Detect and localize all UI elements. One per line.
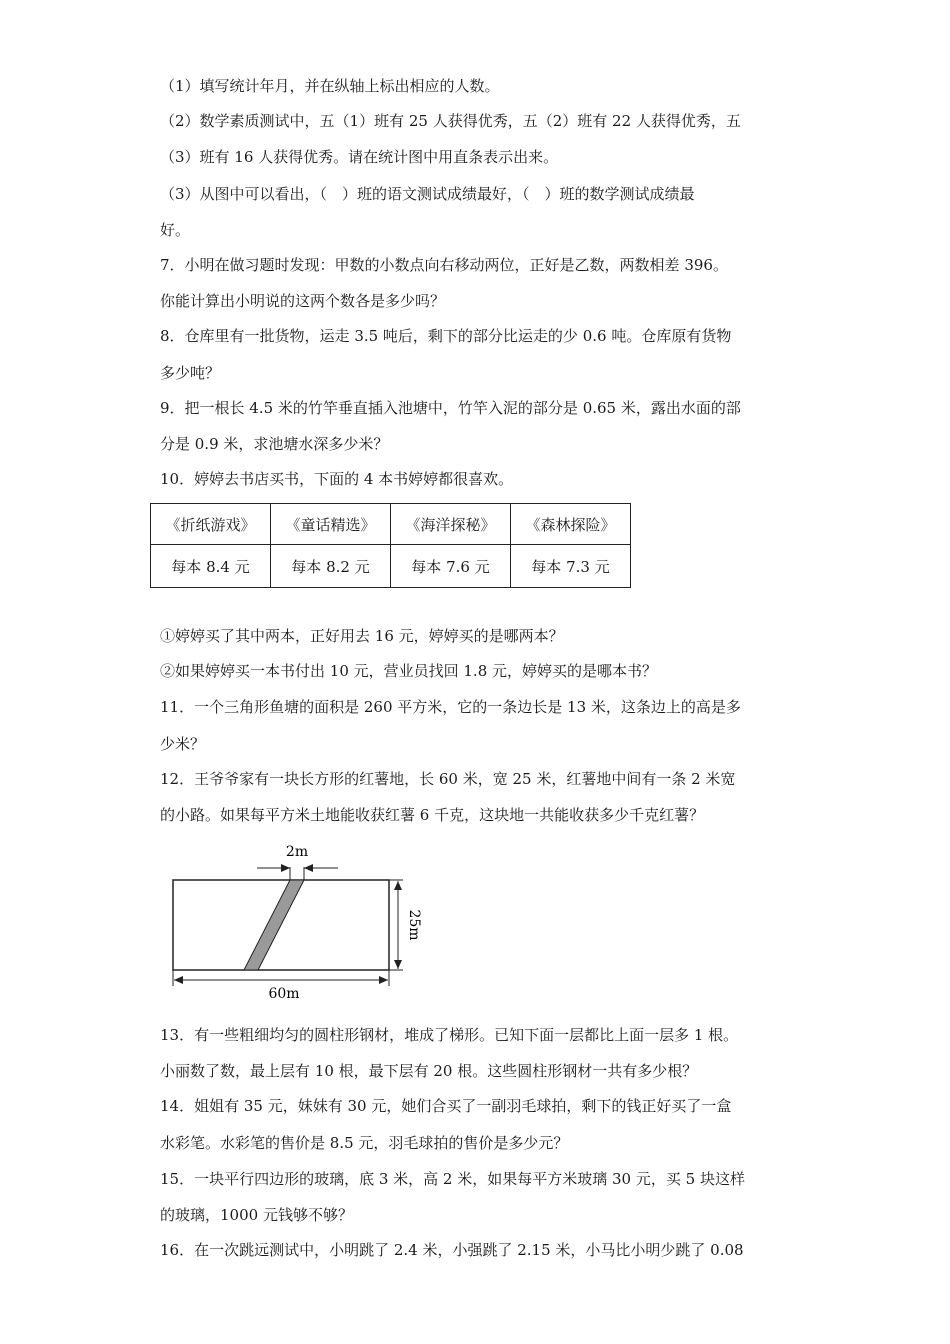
text-line: ②如果婷婷买一本书付出 10 元，营业员找回 1.8 元，婷婷买的是哪本书？ bbox=[160, 662, 658, 680]
arrow-down-icon bbox=[394, 960, 402, 969]
path-width-label: 2m bbox=[285, 844, 309, 860]
text-line: 你能计算出小明说的这两个数各是多少吗？ bbox=[160, 292, 446, 310]
question-9: 9．把一根长 4.5 米的竹竿垂直插入池塘中，竹竿入泥的部分是 0.65 米，露出水面的部 bbox=[160, 399, 741, 417]
question-10: 10．婷婷去书店买书，下面的 4 本书婷婷都很喜欢。 bbox=[160, 470, 514, 488]
question-11: 11．一个三角形鱼塘的面积是 260 平方米，它的一条边长是 13 米，这条边上的高是多 bbox=[160, 698, 741, 716]
book-title-cell: 《折纸游戏》 bbox=[151, 504, 271, 545]
text-line: 的小路。如果每平方米土地能收获红薯 6 千克，这块地一共能收获多少千克红薯？ bbox=[160, 806, 705, 824]
text-line: ①婷婷买了其中两本，正好用去 16 元，婷婷买的是哪两本？ bbox=[160, 627, 564, 645]
text-line: 好。 bbox=[160, 221, 191, 239]
arrow-left-icon bbox=[174, 976, 183, 984]
text-line: 分是 0.9 米，求池塘水深多少米？ bbox=[160, 435, 389, 453]
text-line: （3）班有 16 人获得优秀。请在统计图中用直条表示出来。 bbox=[160, 148, 559, 166]
arrow-right-icon bbox=[281, 864, 290, 872]
question-15: 15．一块平行四边形的玻璃，底 3 米，高 2 米，如果每平方米玻璃 30 元，买 5 块这样 bbox=[160, 1170, 745, 1188]
height-label: 25m bbox=[406, 909, 422, 941]
table-row bbox=[151, 545, 631, 588]
text-line: （1）填写统计年月，并在纵轴上标出相应的人数。 bbox=[160, 77, 500, 95]
arrow-left-icon bbox=[304, 864, 313, 872]
book-price-cell: 每本 8.4 元 bbox=[151, 545, 271, 588]
question-14: 14．姐姐有 35 元，妹妹有 30 元，她们合买了一副羽毛球拍，剩下的钱正好买了一盒 bbox=[160, 1097, 732, 1115]
book-title-cell: 《森林探险》 bbox=[511, 504, 631, 545]
book-title-cell: 《童话精选》 bbox=[271, 504, 391, 545]
length-label: 60m bbox=[268, 986, 300, 1002]
text-line: （3）从图中可以看出，（ ）班的语文测试成绩最好，（ ）班的数学测试成绩最 bbox=[160, 185, 695, 203]
book-price-table bbox=[150, 503, 631, 588]
field-diagram bbox=[160, 838, 440, 1008]
text-line: 小丽数了数，最上层有 10 根，最下层有 20 根。这些圆柱形钢材一共有多少根？ bbox=[160, 1062, 698, 1080]
text-line: （2）数学素质测试中，五（1）班有 25 人获得优秀，五（2）班有 22 人获得优秀，五 bbox=[160, 112, 741, 130]
text-line: 水彩笔。水彩笔的售价是 8.5 元，羽毛球拍的售价是多少元？ bbox=[160, 1134, 569, 1152]
text-line: 少米？ bbox=[160, 735, 206, 753]
question-13: 13．有一些粗细均匀的圆柱形钢材，堆成了梯形。已知下面一层都比上面一层多 1 根。 bbox=[160, 1026, 739, 1044]
question-8: 8．仓库里有一批货物，运走 3.5 吨后，剩下的部分比运走的少 0.6 吨。仓库原有货物 bbox=[160, 327, 732, 345]
book-price-cell: 每本 7.6 元 bbox=[391, 545, 511, 588]
book-price-cell: 每本 7.3 元 bbox=[511, 545, 631, 588]
book-title-cell: 《海洋探秘》 bbox=[391, 504, 511, 545]
arrow-up-icon bbox=[394, 881, 402, 890]
question-16: 16．在一次跳远测试中，小明跳了 2.4 米，小强跳了 2.15 米，小马比小明少跳了 0.08 bbox=[160, 1241, 744, 1259]
table-row bbox=[151, 504, 631, 545]
question-12: 12．王爷爷家有一块长方形的红薯地，长 60 米，宽 25 米，红薯地中间有一条 2 米宽 bbox=[160, 770, 736, 788]
text-line: 的玻璃，1000 元钱够不够？ bbox=[160, 1206, 353, 1224]
arrow-right-icon bbox=[379, 976, 388, 984]
text-line: 多少吨？ bbox=[160, 364, 221, 382]
book-price-cell: 每本 8.2 元 bbox=[271, 545, 391, 588]
question-7: 7．小明在做习题时发现：甲数的小数点向右移动两位，正好是乙数，两数相差 396。 bbox=[160, 256, 728, 274]
